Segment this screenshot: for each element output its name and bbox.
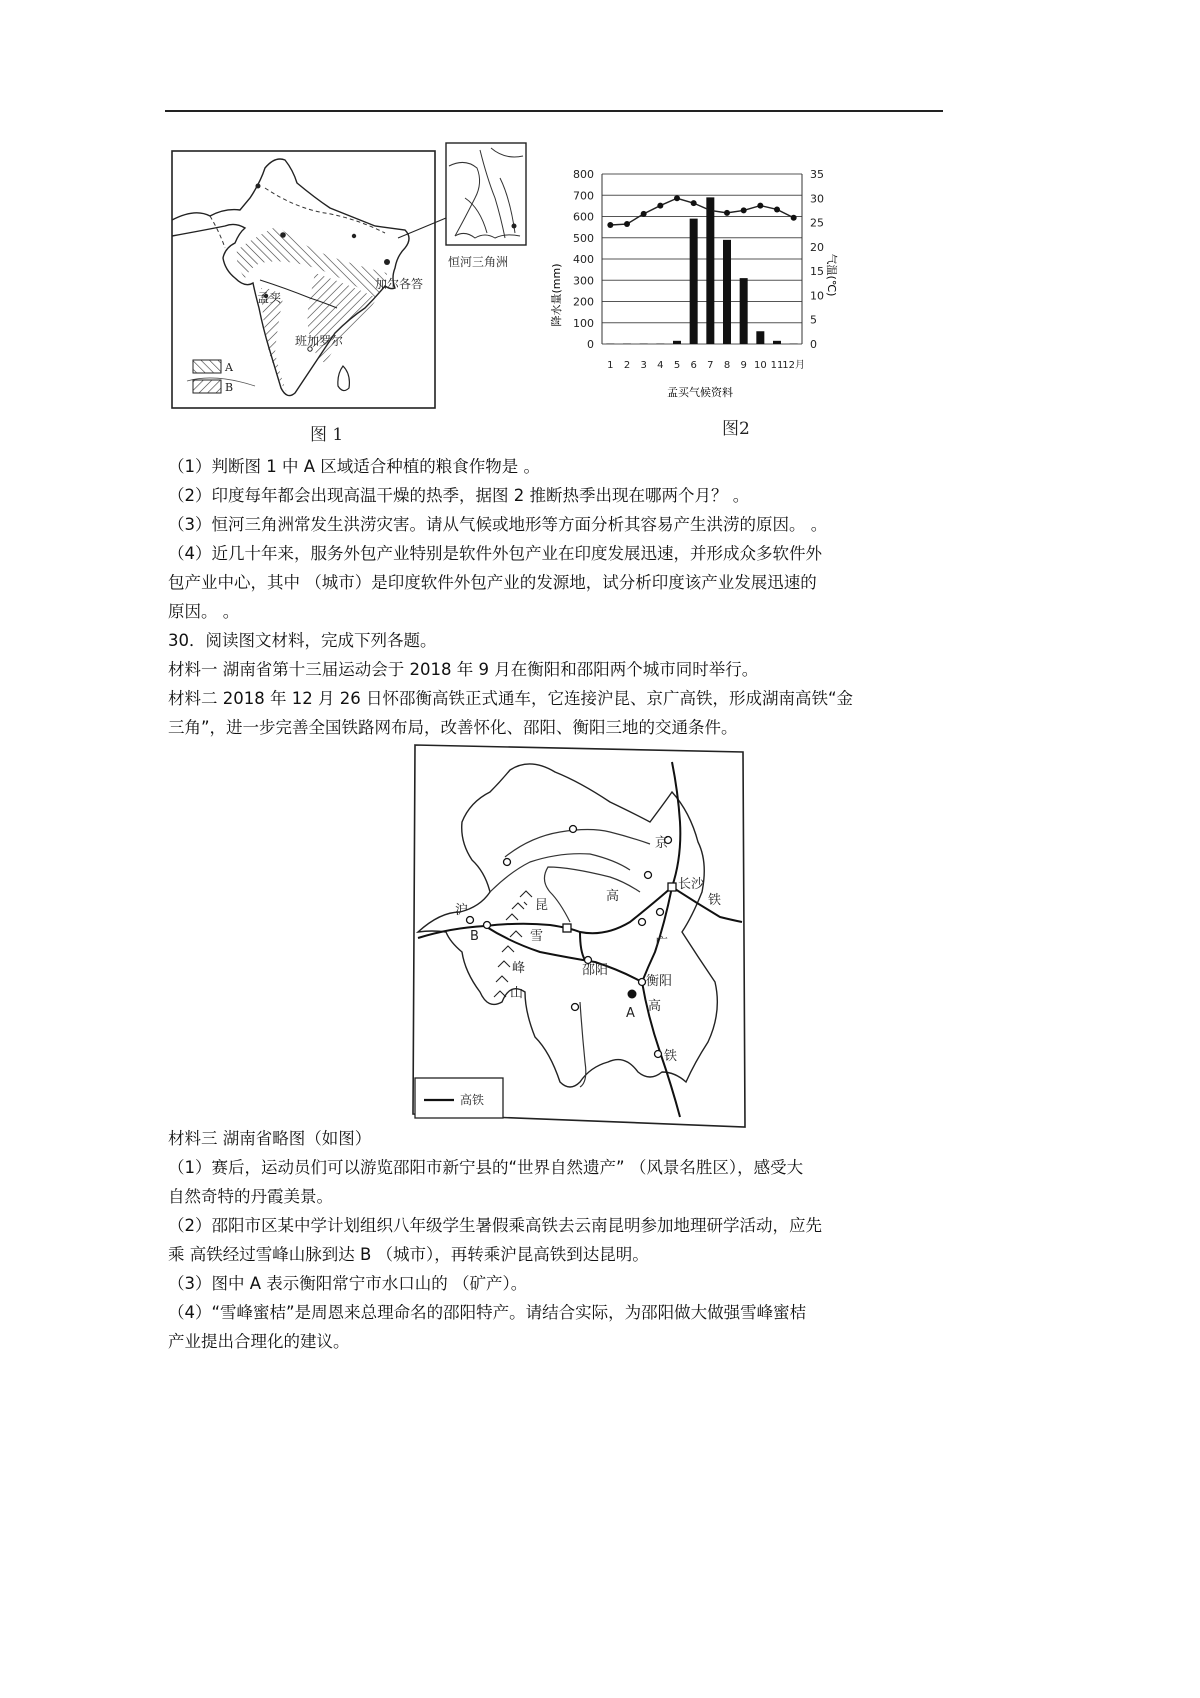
y-tick-label-right: 25 <box>810 216 824 230</box>
precipitation-bar <box>673 341 681 344</box>
question-line: （2）邵阳市区某中学计划组织八年级学生暑假乘高铁去云南昆明参加地理研学活动，应先 <box>168 1216 822 1235</box>
label-changsha: 长沙 <box>678 877 705 892</box>
question-line: 乘 高铁经过雪峰山脉到达 B （城市），再转乘沪昆高铁到达昆明。 <box>168 1245 649 1264</box>
label-hu: 沪 <box>455 903 469 918</box>
y-tick-label-right: 35 <box>810 168 824 181</box>
question-line: （1）判断图 1 中 A 区域适合种植的粮食作物是 。 <box>168 457 541 476</box>
y-tick-label-left: 0 <box>587 338 594 351</box>
precipitation-bar <box>773 341 781 344</box>
legend-a-label: A <box>225 361 233 374</box>
left-axis-ticks <box>573 168 594 351</box>
legend-b-label: B <box>225 381 234 394</box>
question-line: 自然奇特的丹霞美景。 <box>168 1187 333 1206</box>
question-line: （4）近几十年来，服务外包产业特别是软件外包产业在印度发展迅速，并形成众多软件外 <box>168 544 822 563</box>
temperature-point <box>624 221 630 227</box>
x-tick-label: 6 <box>690 360 697 371</box>
question-line: 原因。 。 <box>168 602 240 621</box>
figure1-india-map <box>165 138 535 418</box>
x-tick-label: 8 <box>723 360 731 371</box>
y-tick-label-left: 500 <box>573 231 594 245</box>
y-tick-label-left: 700 <box>573 189 594 203</box>
y-tick-label-left: 300 <box>573 274 594 288</box>
x-tick-label: 9 <box>740 360 747 371</box>
chart-grid <box>602 174 802 344</box>
y-tick-label-right: 20 <box>810 240 824 254</box>
question-line: （4）“雪峰蜜桔”是周恩来总理命名的邵阳特产。请结合实际，为邵阳做大做强雪峰蜜桔 <box>168 1303 807 1322</box>
y-tick-label-left: 600 <box>573 210 594 224</box>
precipitation-bar <box>756 331 764 344</box>
temperature-line <box>610 198 793 225</box>
x-tick-label: 4 <box>657 360 664 371</box>
temperature-point <box>774 206 780 212</box>
label-shaoyang: 邵阳 <box>582 963 609 978</box>
label-a: A <box>626 1006 635 1021</box>
temperature-point <box>724 210 730 216</box>
question-line: 包产业中心，其中 （城市）是印度软件外包产业的发源地，试分析印度该产业发展迅速的 <box>168 573 817 592</box>
temperature-point <box>791 215 797 221</box>
material-line: 材料一 湖南省第十三届运动会于 2018 年 9 月在衡阳和邵阳两个城市同时举行。 <box>168 660 759 679</box>
questions-part2 <box>168 1124 948 1356</box>
y-tick-label-right: 15 <box>810 265 824 279</box>
material-line: 材料二 2018 年 12 月 26 日怀邵衡高铁正式通车，它连接沪昆、京广高铁，形成湖南高铁“金 <box>168 689 853 708</box>
legend-rail-label: 高铁 <box>460 1093 485 1107</box>
right-axis-ticks <box>810 168 824 351</box>
figure1-caption: 图 1 <box>310 425 344 445</box>
x-tick-label: 1 <box>607 360 614 371</box>
x-tick-label: 5 <box>673 360 681 371</box>
y-tick-label-right: 5 <box>810 313 817 327</box>
y-tick-label-left: 400 <box>573 253 594 266</box>
question-heading: 30．阅读图文材料，完成下列各题。 <box>168 631 437 650</box>
city-label-mumbai: 孟买 <box>257 291 282 305</box>
x-tick-label: 3 <box>640 360 647 371</box>
question-line: （3）图中 A 表示衡阳常宁市水口山的 （矿产）。 <box>168 1274 528 1293</box>
temperature-point <box>674 195 680 201</box>
temperature-points <box>607 195 796 228</box>
questions-part1 <box>168 452 948 742</box>
x-tick-label: 12月 <box>782 360 806 371</box>
label-xue: 雪 <box>530 929 544 944</box>
legend-a-swatch <box>193 360 221 373</box>
material-line: 材料三 湖南省略图（如图） <box>168 1129 372 1148</box>
temperature-point <box>741 207 747 213</box>
temperature-point <box>707 207 713 213</box>
label-gao2: 高 <box>648 999 662 1014</box>
precipitation-bar <box>723 240 731 344</box>
question-line: 产业提出合理化的建议。 <box>168 1332 350 1351</box>
label-hengyang: 衡阳 <box>646 974 673 989</box>
label-jing: 京 <box>655 836 669 851</box>
figure2-caption: 图2 <box>722 419 750 439</box>
city-label-bangalore: 班加罗尔 <box>295 334 344 348</box>
y-axis-label-right: 气温(℃) <box>825 253 838 297</box>
inset-label: 恒河三角洲 <box>448 255 509 269</box>
y-axis-label-left: 降水量(mm) <box>550 263 563 327</box>
temperature-point <box>757 203 763 209</box>
hunan-map <box>410 742 750 1132</box>
label-tie1: 铁 <box>708 893 722 908</box>
x-tick-label: 11 <box>770 360 784 371</box>
x-tick-label: 10 <box>753 360 767 371</box>
y-tick-label-right: 30 <box>810 192 824 206</box>
y-tick-label-left: 200 <box>573 295 594 309</box>
label-tie2: 铁 <box>664 1049 678 1064</box>
hunan-legend-box <box>415 1078 503 1118</box>
temperature-point <box>657 203 663 209</box>
y-tick-label-left: 800 <box>573 168 594 181</box>
mine-symbol <box>628 990 637 999</box>
precipitation-bar <box>740 278 748 344</box>
precipitation-bar <box>690 219 698 344</box>
question-line: （1）赛后，运动员们可以游览邵阳市新宁县的“世界自然遗产” （风景名胜区），感受大 <box>168 1158 804 1177</box>
label-kun: 昆 <box>535 898 549 913</box>
header-rule <box>165 110 943 112</box>
hunan-map-frame <box>413 745 745 1127</box>
y-tick-label-right: 0 <box>810 338 817 351</box>
label-gao1: 高 <box>606 889 620 904</box>
temperature-point <box>691 200 697 206</box>
y-tick-label-right: 10 <box>810 289 824 303</box>
temperature-point <box>607 222 613 228</box>
label-b: B <box>470 929 479 944</box>
legend-b-swatch <box>193 380 221 393</box>
x-tick-label: 2 <box>623 360 631 371</box>
city-label-kolkata: 加尔各答 <box>375 277 424 291</box>
x-axis-ticks <box>607 359 805 371</box>
x-tick-label: 7 <box>707 360 714 371</box>
question-line: （3）恒河三角洲常发生洪涝灾害。请从气候或地形等方面分析其容易产生洪涝的原因。 。 <box>168 515 828 534</box>
y-tick-label-left: 100 <box>573 316 594 330</box>
figure2-climate-chart <box>540 160 840 410</box>
precipitation-bar <box>706 197 714 344</box>
label-feng: 峰 <box>512 961 526 976</box>
temperature-point <box>641 211 647 217</box>
label-shan: 山 <box>510 986 524 1001</box>
chart-xlabel: 孟买气候资料 <box>667 386 733 399</box>
material-line: 三角”，进一步完善全国铁路网布局，改善怀化、邵阳、衡阳三地的交通条件。 <box>168 718 738 737</box>
question-line: （2）印度每年都会出现高温干燥的热季，据图 2 推断热季出现在哪两个月？ 。 <box>168 486 750 505</box>
label-guang: 广 <box>655 936 669 951</box>
